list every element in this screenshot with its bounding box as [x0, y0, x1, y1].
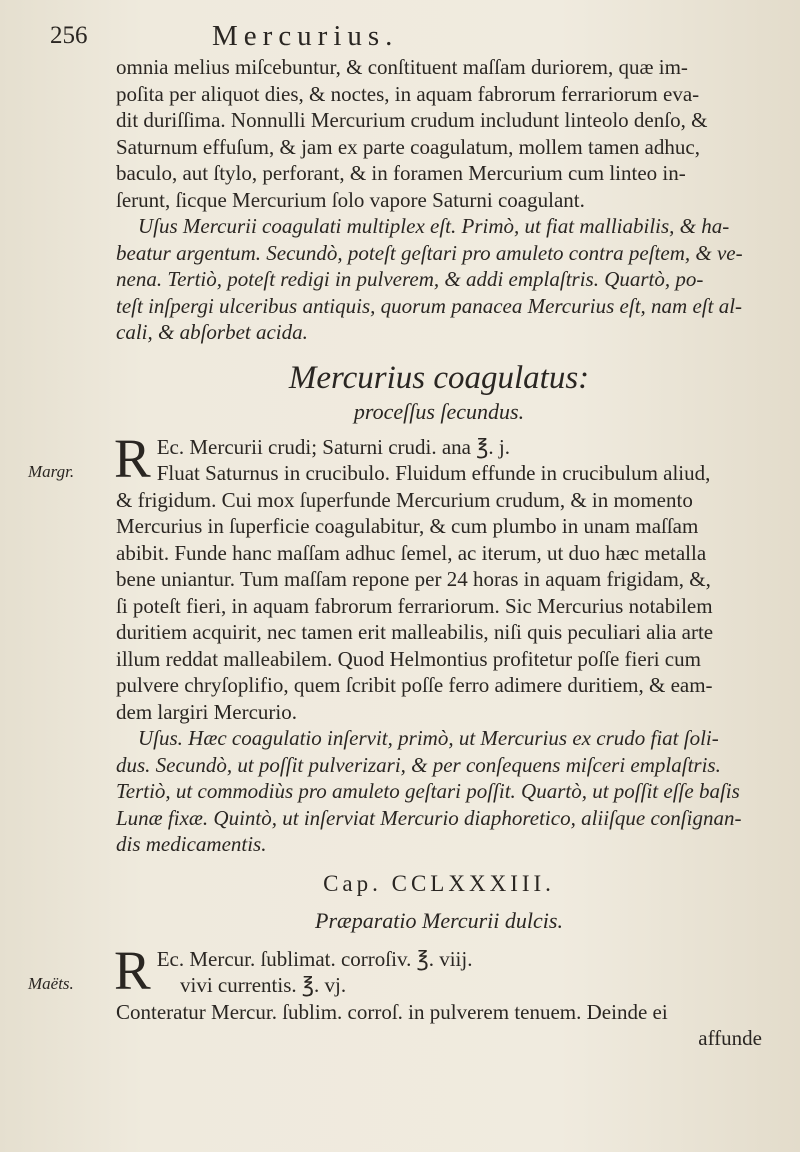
recipe-paragraph-2	[28, 939, 762, 1052]
text-line: & frigidum. Cui mox ſuperfunde Mercurium crudum, & in momento	[116, 487, 693, 512]
text-line: baculo, aut ſtylo, perforant, & in foramen Mercurium cum linteo in-	[116, 161, 686, 185]
text-line: omnia melius miſcebuntur, & conſtituent maſſam duriorem, quæ im-	[116, 55, 688, 79]
chapter-title: Præparatio Mercurii dulcis.	[315, 907, 563, 933]
drop-cap: R	[114, 939, 151, 1001]
text-line: dem largiri Mercurio.	[116, 699, 297, 724]
text-line: Uſus Mercurii coagulati multiplex eſt. Primò, ut fiat malliabilis, & ha-	[138, 214, 730, 238]
section-subheading: proceſſus ſecundus.	[353, 398, 525, 424]
text-line: Mercurius in ſuperficie coagulabitur, & cum plumbo in unam maſſam	[116, 514, 699, 538]
text-line: Lunæ fixæ. Quintò, ut inſerviat Mercurio diaphoretico, aliiſque conſignan-	[116, 805, 742, 830]
text-line: poſita per aliquot dies, & noctes, in aquam fabrorum ferrariorum eva-	[116, 81, 700, 106]
intro-paragraph	[116, 54, 762, 213]
usus-paragraph-2	[116, 725, 762, 858]
text-line: Fluat Saturnus in crucibulo. Fluidum effunde in crucibulum aliud,	[156, 461, 711, 485]
text-line: Ec. Mercur. ſublimat. corroſiv. ℥. viij.	[156, 946, 473, 971]
text-line: Saturnum effuſum, & jam ex parte coagulatum, mollem tamen adhuc,	[116, 134, 700, 159]
page-number: 256	[50, 22, 88, 49]
text-line: abibit. Funde hanc maſſam adhuc ſemel, ac iterum, ut duo hæc metalla	[116, 540, 707, 565]
text-line: vivi currentis. ℥. vj.	[180, 973, 347, 997]
text-line: dis medicamentis.	[116, 832, 267, 856]
text-line: Ec. Mercurii crudi; Saturni crudi. ana ℥. j.	[156, 434, 510, 459]
recipe-paragraph-1	[28, 427, 762, 726]
text-line: pulvere chryſoplifio, quem ſcribit poſſe ferro adimere duritiem, & eam-	[116, 673, 713, 697]
page-body	[28, 54, 762, 1052]
usus-paragraph-1	[116, 213, 762, 346]
text-line: nena. Tertiò, poteſt redigi in pulverem, & addi emplaſtris. Quartò, po-	[116, 267, 704, 291]
text-line: dus. Secundò, ut poſſit pulverizari, & per conſequens miſceri emplaſtris.	[116, 752, 721, 777]
margin-note: Maëts.	[28, 973, 74, 993]
text-line: bene uniantur. Tum maſſam repone per 24 horas in aquam frigidam, &,	[116, 567, 711, 591]
text-line: teſt inſpergi ulceribus antiquis, quorum panacea Mercurius eſt, nam eſt al-	[116, 293, 743, 318]
chapter-label: Cap. CCLXXXIII.	[323, 870, 555, 896]
page-header	[0, 14, 800, 54]
drop-cap: R	[114, 427, 151, 489]
text-line: Conteratur Mercur. ſublim. corroſ. in pulverem tenuem. Deinde ei	[116, 999, 668, 1024]
text-line: cali, & abſorbet acida.	[116, 320, 308, 344]
text-line: duritiem acquirit, nec tamen erit malleabilis, niſi quis peculiari alia arte	[116, 620, 714, 644]
text-line: Uſus. Hæc coagulatio inſervit, primò, ut Mercurius ex crudo fiat ſoli-	[138, 726, 719, 750]
text-line: illum reddat malleabilem. Quod Helmontius profitetur poſſe fieri cum	[116, 646, 701, 671]
running-title: Mercurius.	[212, 20, 399, 52]
text-line: ſi poteſt fieri, in aquam fabrorum ferrariorum. Sic Mercurius notabilem	[116, 593, 713, 618]
text-line: ſerunt, ſicque Mercurium ſolo vapore Saturni coagulant.	[116, 187, 585, 212]
text-line: dit duriſſima. Nonnulli Mercurium crudum includunt linteolo denſo, &	[116, 108, 708, 132]
catchword: affunde	[698, 1026, 762, 1050]
text-line: beatur argentum. Secundò, poteſt geſtari pro amuleto contra peſtem, & ve-	[116, 240, 743, 265]
section-heading: Mercurius coagulatus:	[288, 359, 590, 396]
margin-note: Margr.	[28, 461, 75, 481]
text-line: Tertiò, ut commodiùs pro amuleto geſtari poſſit. Quartò, ut poſſit eſſe baſis	[116, 779, 740, 803]
